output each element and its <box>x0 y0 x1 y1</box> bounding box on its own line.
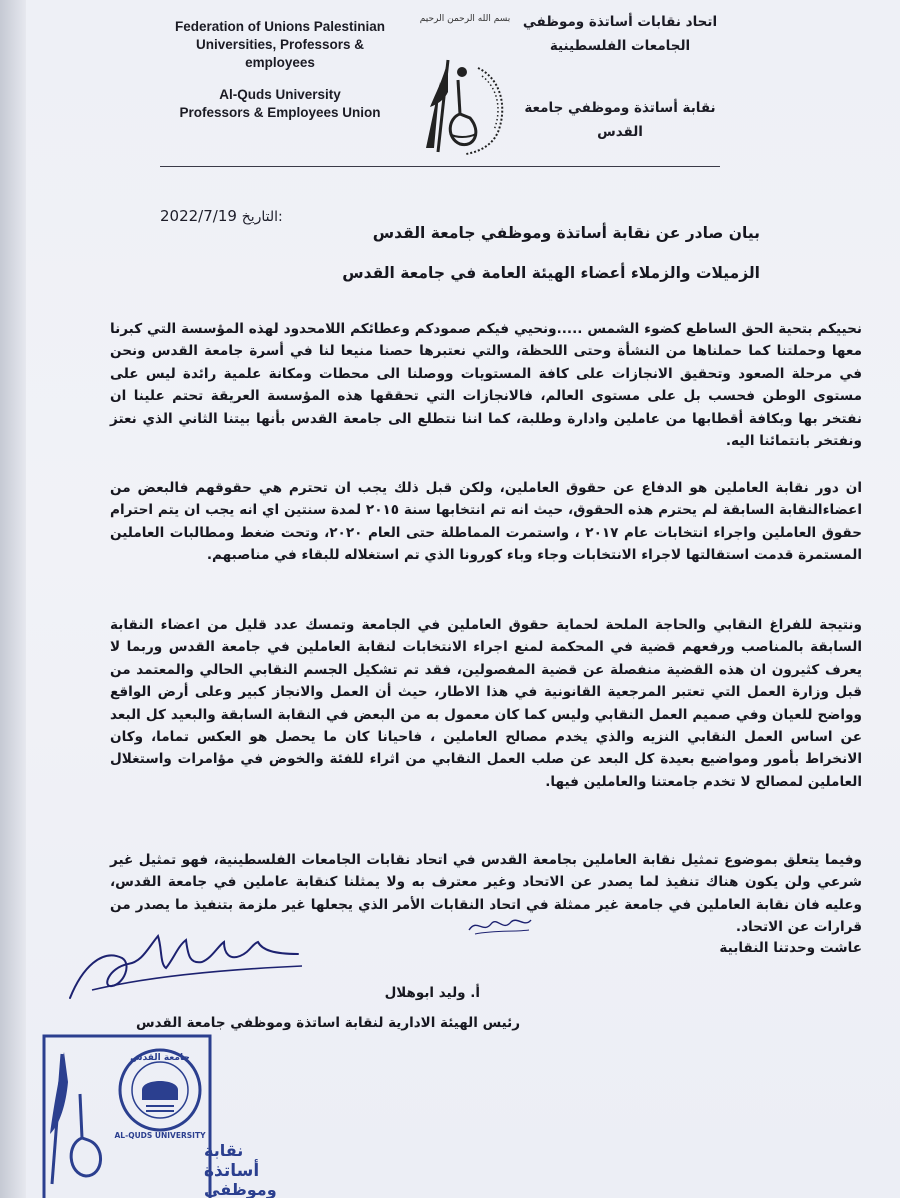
date-label: التاريخ: <box>241 209 283 225</box>
stamp-university-ar: جامعة القدس <box>130 1053 190 1063</box>
basmala: بسم الله الرحمن الرحيم <box>419 14 511 24</box>
paragraph-4: وفيما يتعلق بموضوع تمثيل نقابة العاملين بجامعة القدس في اتحاد نقابات الجامعات الفلسطينية، فهو تمثيل غير شرعي ولن يكون هناك تنفيذ لما يصدر عن الاتحاد وغير معترف به ولا يمثلنا كنقابة عاملين في جامعة القدس، وعليه فان نقابة العاملين في جامعة غير ممثلة في اتحاد النقابات الأمر الذي يجعلها غير ملزمة بتنفيذ ما يصدر من قرارات عن الاتحاد. <box>110 852 862 936</box>
date-value: 2022/7/19 <box>160 207 237 225</box>
statement-subject: بيان صادر عن نقابة أساتذة وموظفي جامعة القدس <box>372 224 760 242</box>
paragraph-2: ان دور نقابة العاملين هو الدفاع عن حقوق العاملين، ولكن قبل ذلك يجب ان تحترم هي حقوقهم فالبعض من اعضاءالنقابة السابقة لم يحترم هذه الحقوق، حيث انه تم انتخابها سنة ٢٠١٥ لمدة سنتين اي انه يجب ان يتم احترام حقوق العاملين واجراء انتخابات عام ٢٠١٧ ، واستمرت المماطلة حتى العام ٢٠٢٠، وتحت ضغط ومطالبات العاملين المستمرة قدمت استقالتها لاجراء الانتخابات وجاء وباء كورونا الذي تم استغلاله للبقاء في مناصبهم. <box>110 480 862 564</box>
federation-name-en-2: Universities, Professors & <box>195 37 365 52</box>
stamp-union-3: وموظفي <box>204 1180 277 1198</box>
stamp-university-en: AL-QUDS UNIVERSITY <box>114 1131 206 1140</box>
federation-name-en-3: employees <box>245 55 315 70</box>
addressee-line: الزميلات والزملاء أعضاء الهيئة العامة في جامعة القدس <box>342 264 760 282</box>
stamp-union-1: نقابة <box>204 1141 244 1160</box>
stamp-union-2: أساتذة <box>204 1161 260 1181</box>
union-name-en-1: Al-Quds University <box>219 87 341 102</box>
header-divider <box>160 166 720 167</box>
federation-name-ar-2: الجامعات الفلسطينية <box>549 38 691 54</box>
union-name-en-2: Professors & Employees Union <box>179 105 381 120</box>
closing-line: عاشت وحدتنا النقابية <box>719 940 862 956</box>
date-line <box>160 207 360 225</box>
federation-name-en-1: Federation of Unions Palestinian <box>174 19 386 34</box>
signer-name: أ. وليد ابوهلال <box>384 985 480 1001</box>
handwritten-note <box>465 908 535 938</box>
federation-name-ar-1: اتحاد نقابات أساتذة وموظفي <box>522 14 718 30</box>
page-edge-shadow <box>0 0 26 1198</box>
union-logo-icon <box>408 52 518 162</box>
header-english <box>160 18 400 122</box>
union-name-ar: نقابة أساتذة وموظفي جامعة القدس <box>524 100 716 140</box>
paragraph-3: ونتيجة للفراغ النقابي والحاجة الملحة لحماية حقوق العاملين في الجامعة وتمسك عدد قليل من اعضاء النقابة السابقة بالمناصب ورفعهم قضية في المحكمة لمنع اجراء الانتخابات لنقابة العاملين في جامعة القدس وربما لا يعرف كثيرون ان هذه القضية منفصلة عن قضية المفصولين، فقد تم تشكيل الجسم النقابي الحالي والمعتمد من قبل وزارة العمل التي تعتبر المرجعية القانونية في هذا الاطار، حيث أن العمل والانجاز كبير وعلى أرض الواقع وواضح للعيان وفي صميم العمل النقابي وليس كما كان معمول به من البعض في النقابة السابقة والبعيد كل البعد عن اساس العمل النقابي النزيه والذي يخدم مصالح العاملين ، فاحيانا كان ما يحصل هو العكس تماما، وكان الانخراط بأمور ومواضيع بعيدة كل البعد عن صلب العمل النقابي من اثراء للفئة والخوض في مؤامرات واستغلال العاملين لمصالح لا تخدم جامعتنا والعاملين فيها. <box>110 617 862 790</box>
union-stamp <box>42 1034 277 1198</box>
header-arabic <box>520 10 720 144</box>
signer-title: رئيس الهيئة الادارية لنقابة اساتذة وموظفي جامعة القدس <box>136 1015 520 1031</box>
paragraph-1: نحييكم بتحية الحق الساطع كضوء الشمس .....ونحيي فيكم صمودكم وعطائكم اللامحدود لهذه المؤسسة التي كبرنا معها وحملتنا كما حملناها من النشأة وحتى اللحظة، والتي نعتبرها حصنا منيعا لنا في أسرة جامعة القدس ونحن في مرحلة الصعود وتحقيق الانجازات على كافة المستويات ووصلنا الى محطات ومكانة علمية رائدة ليس على مستوى الوطن فحسب بل على مستوى العالم، فالانجازات التي تحققها هذه المؤسسة العريقة تحتم علينا ان نفتخر بها وبكافة أقطابها من عاملين وادارة وطلبة، كما اننا نتطلع الى جامعة القدس بأنها بيتنا الثاني الذي نعتز ونفتخر بانتمائنا اليه. <box>110 321 862 450</box>
